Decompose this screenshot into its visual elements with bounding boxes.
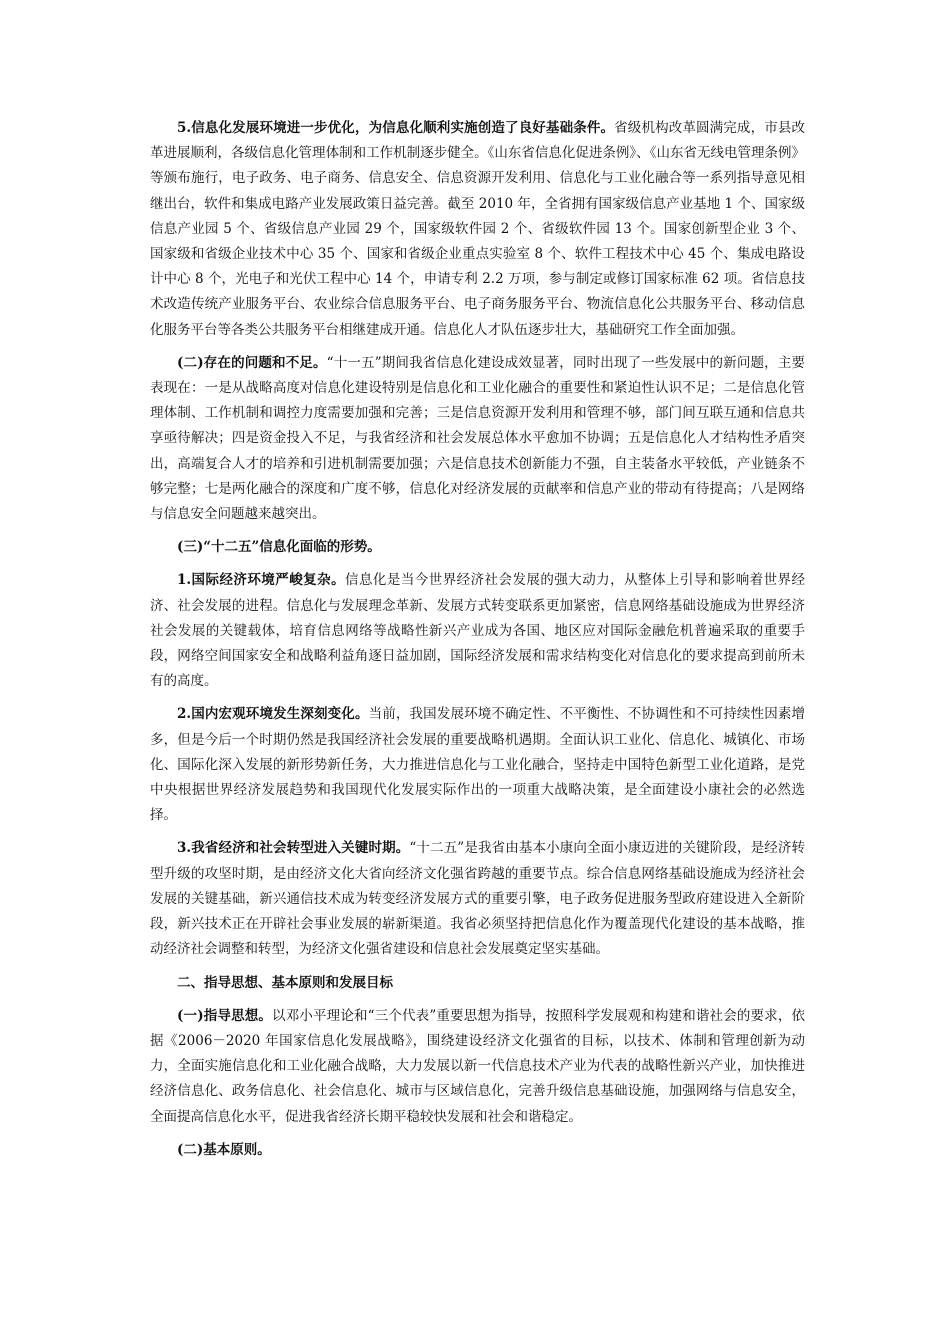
paragraph-body: “十一五”期间我省信息化建设成效显著，同时出现了一些发展中的新问题，主要表现在：一是从战略高度对信息化建设特别是信息化和工业化融合的重要性和紧迫性认识不足；二是信息化管理体制、工作机制和调控力度需要加强和完善；三是信息资源开发利用和管理不够，部门间互联互通和信息共享亟待解决；四是资金投入不足，与我省经济和社会发展总体水平愈加不协调；五是信息化人才结构性矛盾突出，高端复合人才的培养和引进机制需要加强；六是信息技术创新能力不强，自主装备水平较低，产业链条不够完整；七是两化融合的深度和广度不够，信息化对经济发展的贡献率和信息产业的带动有待提高；八是网络与信息安全问题越来越突出。 [150, 354, 805, 523]
paragraph-lead: 3.我省经济和社会转型进入关键时期。 [177, 840, 410, 857]
paragraph-lead: (一)指导思想。 [177, 1007, 273, 1024]
paragraph-lead: (二)存在的问题和不足。 [177, 354, 327, 371]
paragraph-domestic [150, 702, 805, 828]
paragraph-body: 当前，我国发展环境不确定性、不平衡性、不协调性和不可持续性因素增多，但是今后一个时期仍然是我国经济社会发展的重要战略机遇期。全面认识工业化、信息化、城镇化、市场化、国际化深入发展的新形势新任务，大力推进信息化与工业化融合，坚持走中国特色新型工业化道路，是党中央根据世界经济发展趋势和我国现代化发展实际作出的一项重大战略决策，是全面建设小康社会的必然选择。 [150, 706, 806, 824]
paragraph-international [150, 568, 805, 694]
paragraph-body: 以邓小平理论和“三个代表”重要思想为指导，按照科学发展观和构建和谐社会的要求，依据《2006－2020 年国家信息化发展战略》，围绕建设经济文化强省的目标，以技术、体制和管理创新为动力，全面实施信息化和工业化融合战略，大力发展以新一代信息技术产业为代表的战略性新兴产业，加快推进经济信息化、政务信息化、社会信息化、城市与区域信息化，完善升级信息基础设施，加强网络与信息安全，全面提高信息化水平，促进我省经济长期平稳较快发展和社会和谐稳定。 [150, 1007, 805, 1125]
paragraph-situation-heading [150, 535, 805, 560]
paragraph-lead: 2.国内宏观环境发生深刻变化。 [177, 706, 369, 723]
paragraph-lead: (二)基本原则。 [177, 1141, 271, 1158]
paragraph-body: “十二五”是我省由基本小康向全面小康迈进的关键阶段，是经济转型升级的攻坚时期，是由经济文化大省向经济文化强省跨越的重要节点。综合信息网络基础设施成为经济社会发展的关键基础，新兴通信技术成为转变经济发展方式的重要引擎，电子政务促进服务型政府建设进入全新阶段，新兴技术正在开辟社会事业发展的崭新渠道。我省必须坚持把信息化作为覆盖现代化建设的基本战略，推动经济社会调整和转型，为经济文化强省建设和信息社会发展奠定坚实基础。 [150, 840, 806, 958]
section-heading: 二、指导思想、基本原则和发展目标 [177, 974, 393, 991]
paragraph-lead: (三)“十二五”信息化面临的形势。 [177, 539, 381, 556]
paragraph-guiding-ideology [150, 1004, 805, 1130]
paragraph-province-transition [150, 836, 805, 962]
paragraph-problems [150, 351, 805, 527]
paragraph-body: 信息化是当今世界经济社会发展的强大动力，从整体上引导和影响着世界经济、社会发展的进程。信息化与发展理念革新、发展方式转变联系更加紧密，信息网络基础设施成为世界经济社会发展的关键载体，培育信息网络等战略性新兴产业成为各国、地区应对国际金融危机普遍采取的重要手段，网络空间国家安全和战略利益角逐日益加剧，国际经济发展和需求结构变化对信息化的要求提高到前所未有的高度。 [150, 572, 806, 690]
document-page [150, 116, 805, 1171]
paragraph-body: 省级机构改革圆满完成，市县改革进展顺利，各级信息化管理体制和工作机制逐步健全。《山东省信息化促进条例》、《山东省无线电管理条例》等颁布施行，电子政务、电子商务、信息安全、信息资源开发利用、信息化与工业化融合等一系列指导意见相继出台，软件和集成电路产业发展政策日益完善。截至 2010 年，全省拥有国家级信息产业基地 1 个、国家级信息产业园 5 个、省级信息产业园 29 个，国家级软件园 2 个、省级软件园 13 个。国家创新型企业 3 个、国家级和省级企业技术中心 35 个、国家和省级企业重点实验室 8 个、软件工程技术中心 45 个、集成电路设计中心 8 个，光电子和光伏工程中心 14 个，申请专利 2.2 万项，参与制定或修订国家标准 62 项。省信息技术改造传统产业服务平台、农业综合信息服务平台、电子商务服务平台、物流信息化公共服务平台、移动信息化服务平台等各类公共服务平台相继建成开通。信息化人才队伍逐步壮大，基础研究工作全面加强。 [150, 120, 806, 338]
paragraph-lead: 1.国际经济环境严峻复杂。 [177, 572, 346, 589]
paragraph-env-optimization [150, 116, 805, 343]
paragraph-lead: 5.信息化发展环境进一步优化，为信息化顺利实施创造了良好基础条件。 [177, 120, 615, 136]
paragraph-basic-principles [150, 1138, 805, 1163]
